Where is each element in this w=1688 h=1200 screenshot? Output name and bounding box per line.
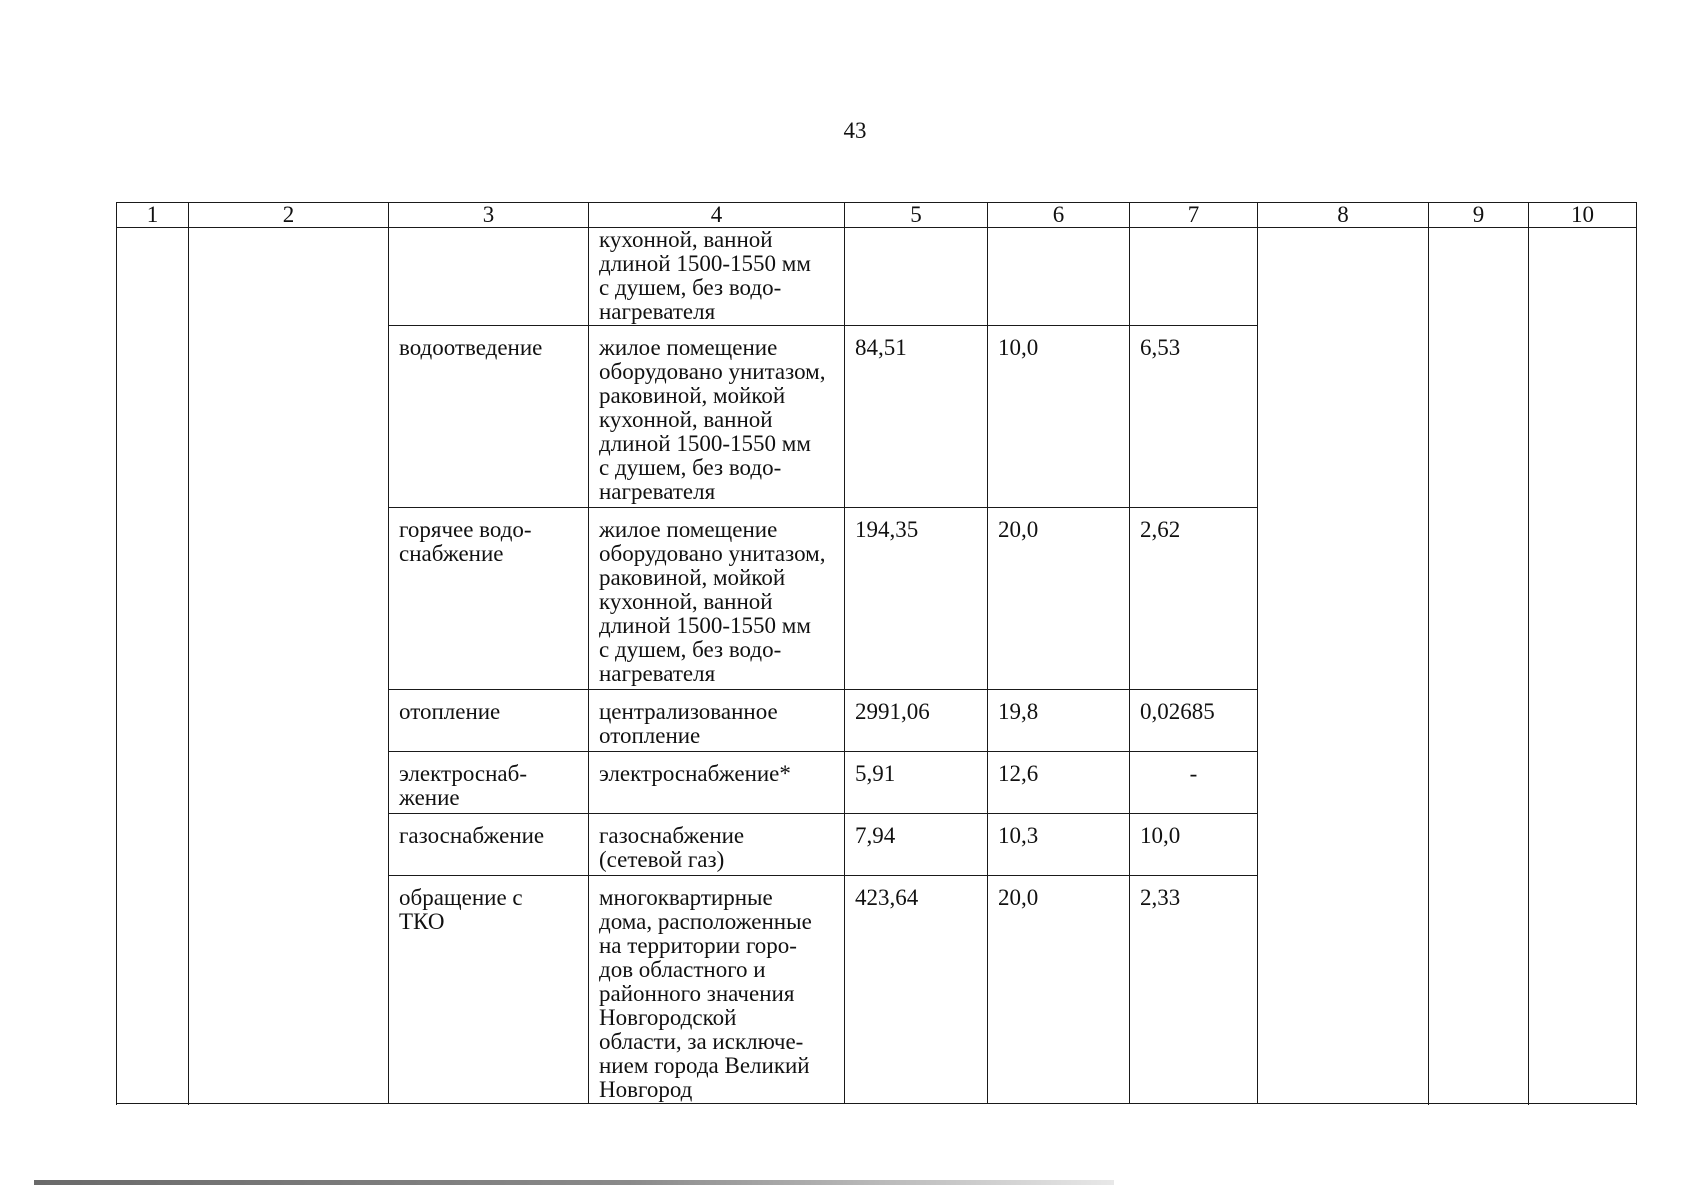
value-col7-cell bbox=[1130, 228, 1258, 326]
description-cell: газоснабжение (сетевой газ) bbox=[589, 814, 845, 876]
value-col7-cell: 2,33 bbox=[1130, 876, 1258, 1104]
service-cell bbox=[389, 228, 589, 326]
header-col-5: 5 bbox=[845, 203, 988, 228]
value-col5-cell: 423,64 bbox=[845, 876, 988, 1104]
header-col-3: 3 bbox=[389, 203, 589, 228]
value-col7-cell: 0,02685 bbox=[1130, 690, 1258, 752]
table-row-continuation bbox=[117, 228, 1637, 326]
header-row bbox=[117, 203, 1637, 228]
tariff-table bbox=[116, 202, 1637, 1104]
value-col6-cell: 12,6 bbox=[988, 752, 1130, 814]
header-col-6: 6 bbox=[988, 203, 1130, 228]
col8-merged-cell bbox=[1258, 228, 1429, 1104]
description-cell: жилое помещение оборудовано унитазом, раковиной, мойкой кухонной, ванной длиной 1500-1550 мм с душем, без водо- нагревателя bbox=[589, 508, 845, 690]
col1-merged-cell bbox=[117, 228, 189, 1104]
header-col-2: 2 bbox=[189, 203, 389, 228]
value-col7-cell: 6,53 bbox=[1130, 326, 1258, 508]
value-col5-cell bbox=[845, 228, 988, 326]
value-col6-cell: 20,0 bbox=[988, 508, 1130, 690]
value-col6-cell: 20,0 bbox=[988, 876, 1130, 1104]
description-cell: кухонной, ванной длиной 1500-1550 мм с душем, без водо- нагревателя bbox=[589, 228, 845, 326]
value-col6-cell: 10,3 bbox=[988, 814, 1130, 876]
service-cell: газоснабжение bbox=[389, 814, 589, 876]
value-col5-cell: 2991,06 bbox=[845, 690, 988, 752]
header-col-1: 1 bbox=[117, 203, 189, 228]
description-cell: жилое помещение оборудовано унитазом, раковиной, мойкой кухонной, ванной длиной 1500-1550 мм с душем, без водо- нагревателя bbox=[589, 326, 845, 508]
page-number: 43 bbox=[843, 118, 867, 143]
header-col-8: 8 bbox=[1258, 203, 1429, 228]
value-col6-cell bbox=[988, 228, 1130, 326]
col2-merged-cell bbox=[189, 228, 389, 1104]
col9-merged-cell bbox=[1429, 228, 1529, 1104]
header-col-10: 10 bbox=[1529, 203, 1637, 228]
description-cell: централизованное отопление bbox=[589, 690, 845, 752]
description-cell: многоквартирные дома, расположенные на территории горо- дов областного и районного значения Новгородской области, за исключе- нием города Великий Новгород bbox=[589, 876, 845, 1104]
value-col5-cell: 194,35 bbox=[845, 508, 988, 690]
value-col6-cell: 10,0 bbox=[988, 326, 1130, 508]
header-col-4: 4 bbox=[589, 203, 845, 228]
table-header bbox=[117, 203, 1637, 228]
service-cell: электроснаб- жение bbox=[389, 752, 589, 814]
value-col5-cell: 5,91 bbox=[845, 752, 988, 814]
service-cell: обращение с ТКО bbox=[389, 876, 589, 1104]
value-col5-cell: 7,94 bbox=[845, 814, 988, 876]
service-cell: водоотведение bbox=[389, 326, 589, 508]
service-cell: отопление bbox=[389, 690, 589, 752]
header-col-7: 7 bbox=[1130, 203, 1258, 228]
value-col7-cell: 2,62 bbox=[1130, 508, 1258, 690]
col10-merged-cell bbox=[1529, 228, 1637, 1104]
service-cell: горячее водо- снабжение bbox=[389, 508, 589, 690]
scan-edge-line bbox=[34, 1180, 1114, 1185]
description-cell: электроснабжение* bbox=[589, 752, 845, 814]
table-body bbox=[117, 228, 1637, 1104]
value-col6-cell: 19,8 bbox=[988, 690, 1130, 752]
value-col5-cell: 84,51 bbox=[845, 326, 988, 508]
value-col7-cell: - bbox=[1130, 752, 1258, 814]
value-col7-cell: 10,0 bbox=[1130, 814, 1258, 876]
header-col-9: 9 bbox=[1429, 203, 1529, 228]
